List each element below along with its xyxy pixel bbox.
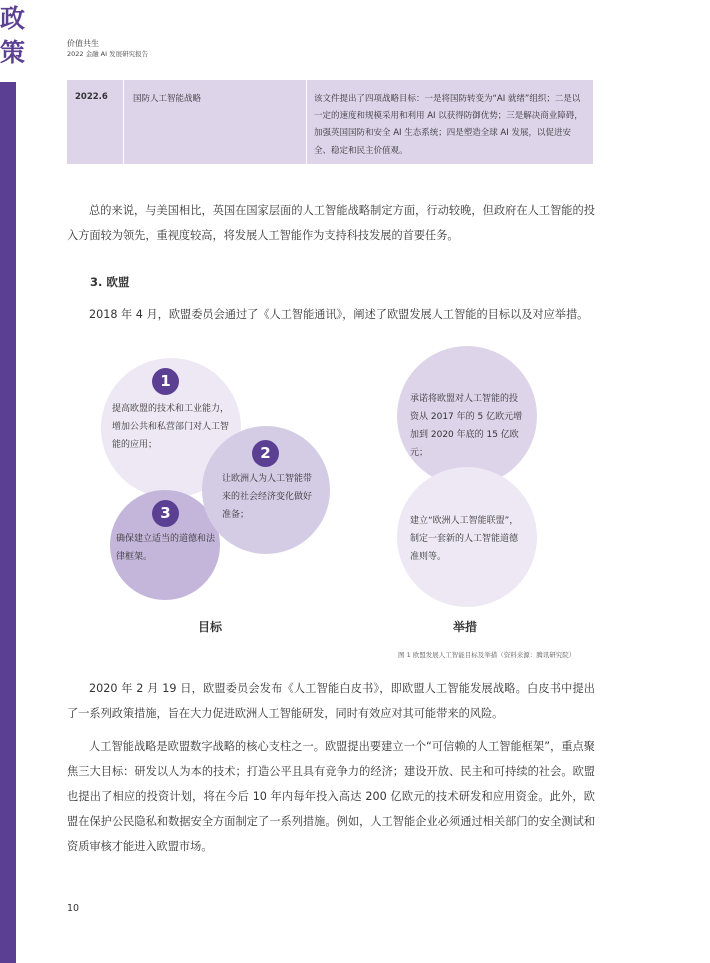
table-cell-description: 该文件提出了四项战略目标：一是将国防转变为“AI 就绪”组织；二是以一定的速度和规模采用和利用 AI 以获得防御优势；三是解决商业障碍，加强英国国防和安全 AI 生态系统；四是塑造全球 AI 发展，以促进安全、稳定和民主价值观。	[314, 94, 583, 156]
side-label	[0, 2, 26, 70]
table-divider	[306, 80, 307, 164]
side-label-char: 策	[0, 38, 26, 67]
table-cell-date: 2022.6	[75, 92, 108, 102]
side-label-char: 政	[0, 4, 26, 33]
page-number: 10	[67, 903, 80, 914]
paragraph-white-paper: 2020 年 2 月 19 日，欧盟委员会发布《人工智能白皮书》，即欧盟人工智能发展战略。白皮书中提出了一系列政策措施，旨在大力促进欧洲人工智能研发，同时有效应对其可能带来的风险。	[67, 682, 595, 720]
goal-text-2: 让欧洲人为人工智能带来的社会经济变化做好准备；	[222, 474, 313, 520]
measures-label: 举措	[453, 620, 478, 634]
goal-number-1: 1	[152, 368, 179, 395]
goals-label: 目标	[198, 620, 223, 634]
paragraph-communication: 2018 年 4 月，欧盟委员会通过了《人工智能通讯》，阐述了欧盟发展人工智能的目标以及对应举措。	[89, 308, 589, 321]
table-cell-name: 国防人工智能战略	[133, 94, 202, 104]
paragraph-summary: 总的来说，与美国相比，英国在国家层面的人工智能战略制定方面，行动较晚，但政府在人工智能的投入方面较为领先，重视度较高，将发展人工智能作为支持科技发展的首要任务。	[67, 204, 595, 242]
section-heading: 3. 欧盟	[90, 275, 130, 289]
side-accent-bar	[0, 82, 16, 963]
policy-table-row	[67, 80, 593, 164]
figure-caption: 图 1 欧盟发展人工智能目标及举措（资料来源：腾讯研究院）	[398, 651, 576, 659]
goal-number-3: 3	[152, 500, 179, 527]
table-divider	[123, 80, 124, 164]
paragraph-strategy: 人工智能战略是欧盟数字战略的核心支柱之一。欧盟提出要建立一个“可信赖的人工智能框架”，重点聚焦三大目标：研发以人为本的技术；打造公平且具有竞争力的经济；建设开放、民主和可持续的社会。欧盟也提出了相应的投资计划，将在今后 10 年内每年投入高达 200 亿欧元的技术研发和应用资金。此外，欧盟在保护公民隐私和数据安全方面制定了一系列措施。例如，人工智能企业必须通过相关部门的安全测试和资质审核才能进入欧盟市场。	[67, 740, 595, 853]
header-title: 价值共生	[67, 39, 99, 48]
measure-text-1: 承诺将欧盟对人工智能的投资从 2017 年的 5 亿欧元增加到 2020 年底的 15 亿欧元；	[410, 394, 523, 458]
goal-text-3: 确保建立适当的道德和法律框架。	[116, 534, 216, 562]
measure-text-2: 建立“欧洲人工智能联盟”，制定一套新的人工智能道德准则等。	[410, 516, 519, 562]
header-subtitle: 2022 金融 AI 发展研究报告	[67, 50, 149, 58]
goal-text-1: 提高欧盟的技术和工业能力，增加公共和私营部门对人工智能的应用；	[112, 404, 230, 450]
goal-number-2: 2	[252, 440, 279, 467]
